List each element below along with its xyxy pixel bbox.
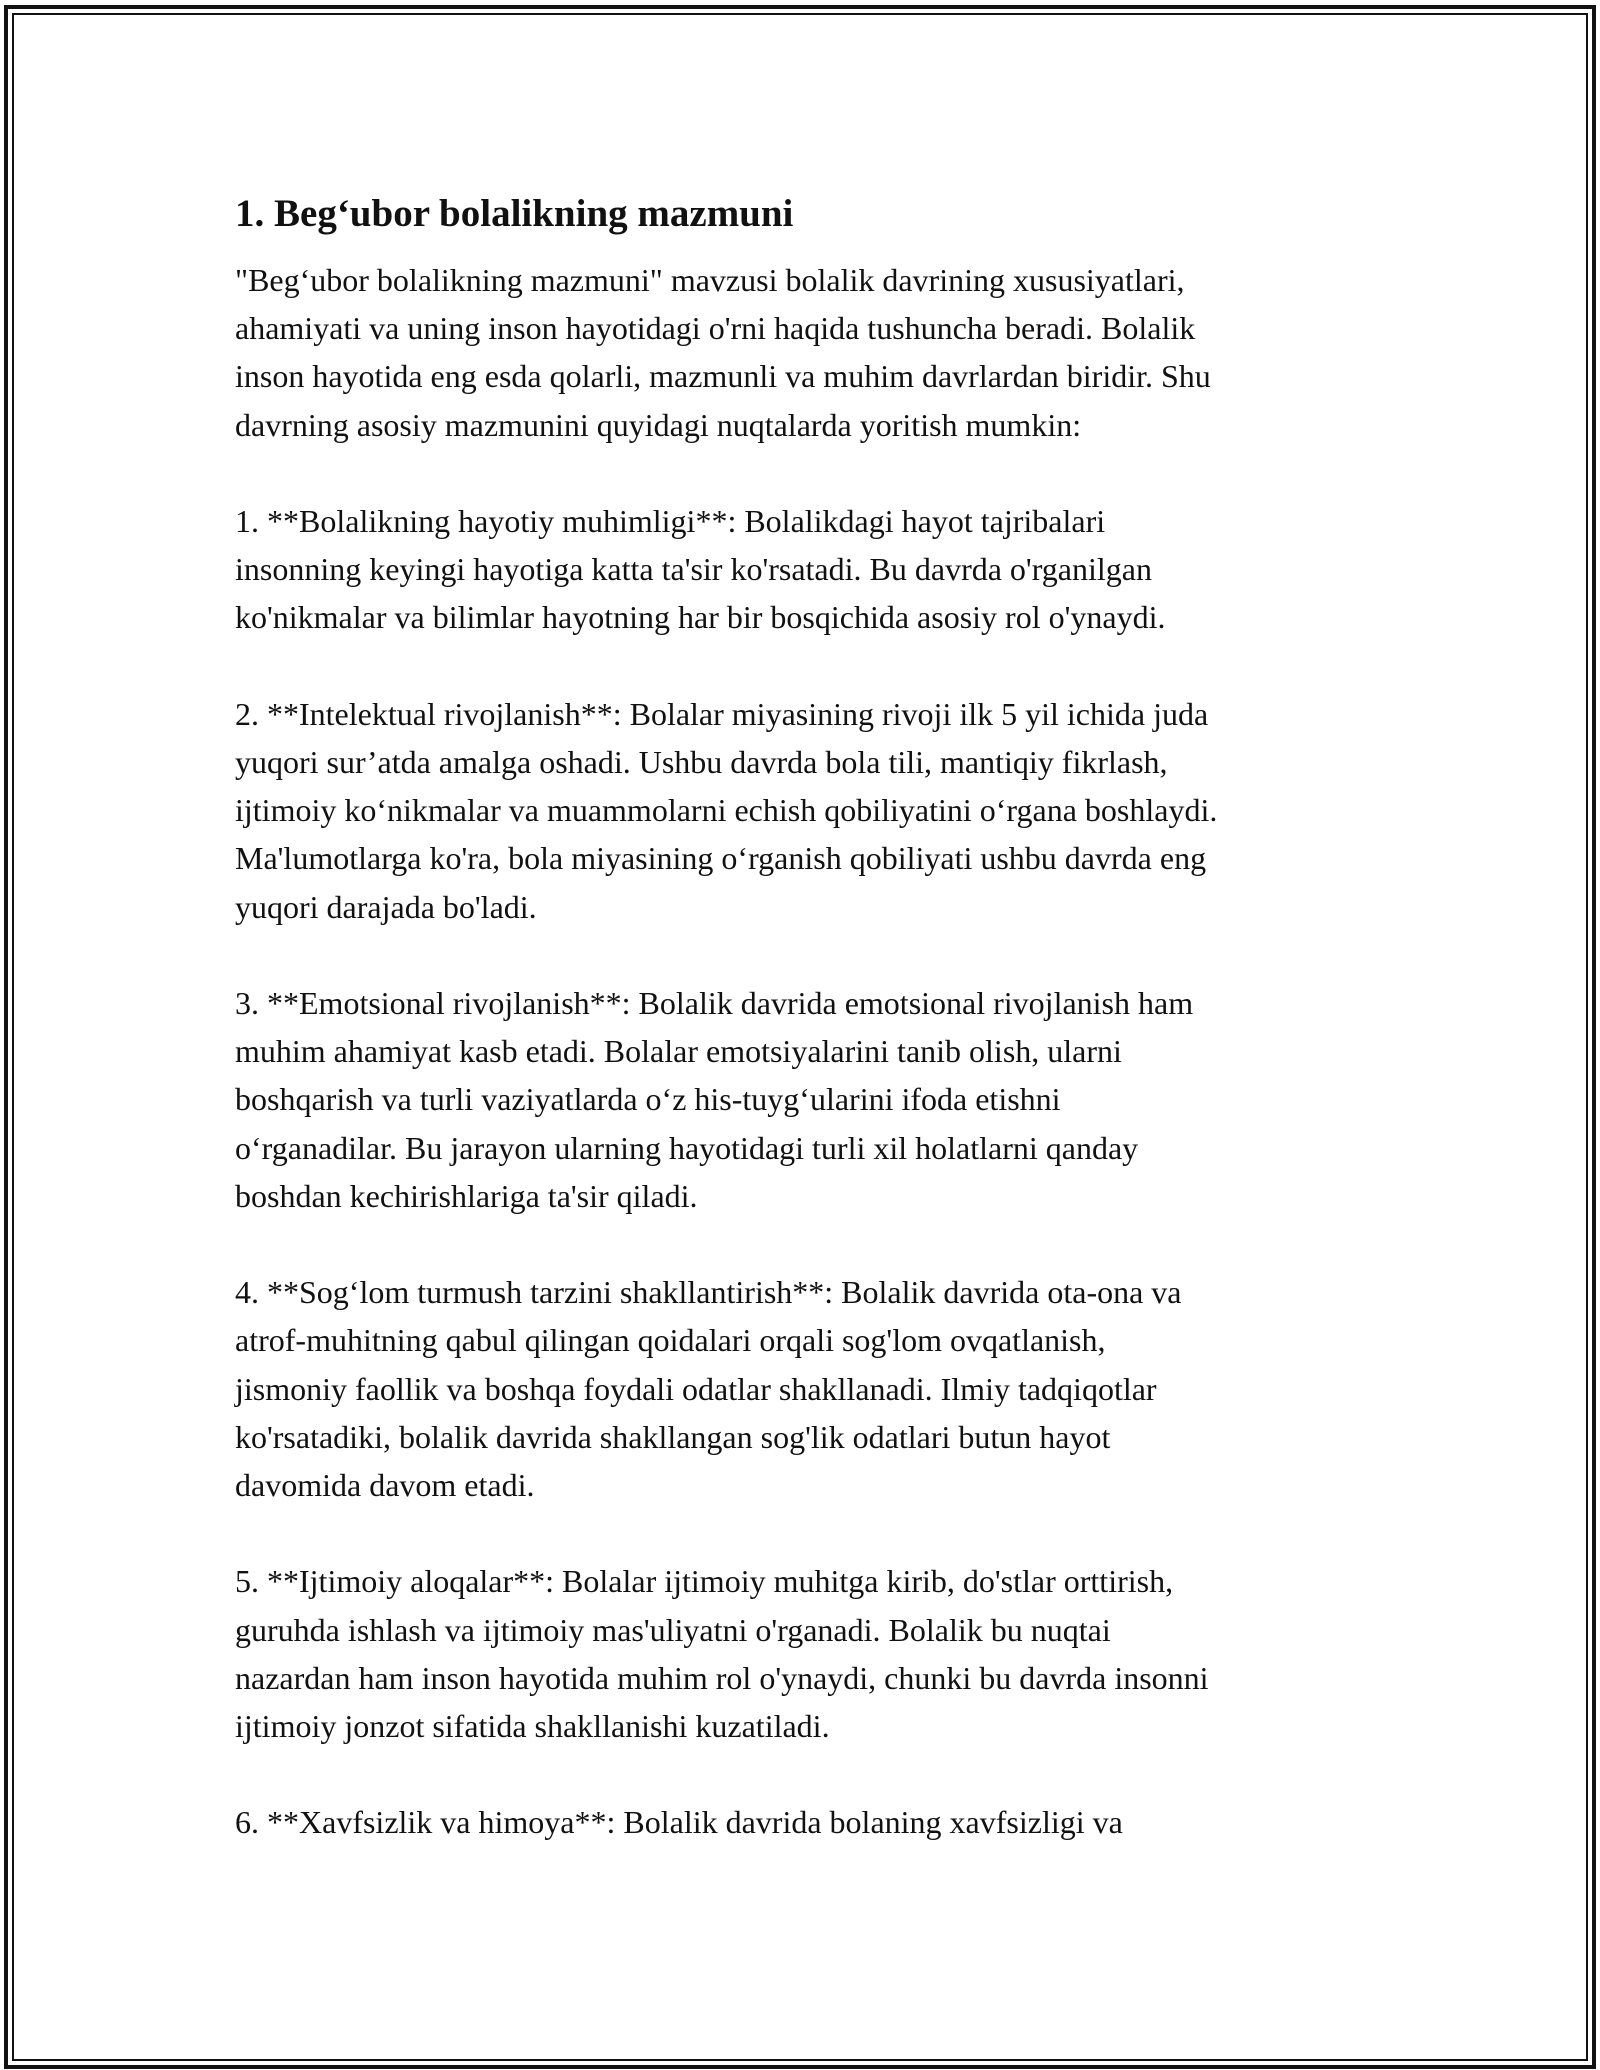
text-line: davrning asosiy mazmunini quyidagi nuqtalarda yoritish mumkin: bbox=[235, 406, 1082, 443]
text-line: o‘rganadilar. Bu jarayon ularning hayotidagi turli xil holatlarni qanday bbox=[235, 1129, 1139, 1166]
text-line: ko'rsatadiki, bolalik davrida shakllangan sog'lik odatlari butun hayot bbox=[235, 1418, 1111, 1455]
text-line: 6. **Xavfsizlik va himoya**: Bolalik davrida bolaning xavfsizligi va bbox=[235, 1804, 1123, 1841]
text-line: boshdan kechirishlariga ta'sir qiladi. bbox=[235, 1177, 698, 1214]
text-line: boshqarish va turli vaziyatlarda o‘z his-tuyg‘ularini ifoda etishni bbox=[235, 1081, 1061, 1118]
text-line: muhim ahamiyat kasb etadi. Bolalar emotsiyalarini tanib olish, ularni bbox=[235, 1033, 1122, 1070]
text-line: 1. **Bolalikning hayotiy muhimligi**: Bolalikdagi hayot tajribalari bbox=[235, 503, 1106, 539]
text-line: davomida davom etadi. bbox=[235, 1467, 535, 1504]
list-item-1 bbox=[235, 497, 1385, 642]
text-line: inson hayotida eng esda qolarli, mazmunli va muhim davrlardan biridir. Shu bbox=[235, 358, 1211, 395]
text-line: ko'nikmalar va bilimlar hayotning har bir bosqichida asosiy rol o'ynaydi. bbox=[235, 599, 1166, 636]
list-item-3 bbox=[235, 979, 1385, 1220]
text-line: yuqori sur’atda amalga oshadi. Ushbu davrda bola tili, mantiqiy fikrlash, bbox=[235, 744, 1168, 780]
text-line: Ma'lumotlarga ko'ra, bola miyasining o‘rganish qobiliyati ushbu davrda eng bbox=[235, 840, 1207, 877]
text-line: nazardan ham inson hayotida muhim rol o'ynaydi, chunki bu davrda insonni bbox=[235, 1659, 1209, 1696]
text-line: guruhda ishlash va ijtimoiy mas'uliyatni o'rganadi. Bolalik bu nuqtai bbox=[235, 1611, 1111, 1648]
text-line: 5. **Ijtimoiy aloqalar**: Bolalar ijtimoiy muhitga kirib, do'stlar orttirish, bbox=[235, 1563, 1174, 1600]
text-line: jismoniy faollik va boshqa foydali odatlar shakllanadi. Ilmiy tadqiqotlar bbox=[235, 1370, 1157, 1407]
text-line: ijtimoiy jonzot sifatida shakllanishi kuzatiladi. bbox=[235, 1708, 830, 1745]
text-line: "Beg‘ubor bolalikning mazmuni" mavzusi bolalik davrining xususiyatlari, bbox=[235, 262, 1185, 298]
list-item-2 bbox=[235, 690, 1385, 931]
intro-paragraph bbox=[235, 256, 1385, 449]
text-line: 4. **Sog‘lom turmush tarzini shakllantirish**: Bolalik davrida ota-ona va bbox=[235, 1274, 1182, 1311]
list-item-5 bbox=[235, 1557, 1385, 1750]
text-line: atrof-muhitning qabul qilingan qoidalari orqali sog'lom ovqatlanish, bbox=[235, 1322, 1106, 1359]
document-body bbox=[235, 186, 1385, 1895]
text-line: 2. **Intelektual rivojlanish**: Bolalar miyasining rivoji ilk 5 yil ichida juda bbox=[235, 695, 1209, 732]
text-line: ijtimoiy ko‘nikmalar va muammolarni echish qobiliyatini o‘rgana boshlaydi. bbox=[235, 792, 1218, 829]
text-line: insonning keyingi hayotiga katta ta'sir ko'rsatadi. Bu davrda o'rganilgan bbox=[235, 551, 1152, 588]
list-item-4 bbox=[235, 1268, 1385, 1509]
section-heading: 1. Beg‘ubor bolalikning mazmuni bbox=[235, 192, 794, 235]
text-line: ahamiyati va uning inson hayotidagi o'rni haqida tushuncha beradi. Bolalik bbox=[235, 310, 1196, 347]
text-line: yuqori darajada bo'ladi. bbox=[235, 888, 537, 925]
text-line: 3. **Emotsional rivojlanish**: Bolalik davrida emotsional rivojlanish ham bbox=[235, 985, 1194, 1021]
list-item-6 bbox=[235, 1798, 1385, 1846]
